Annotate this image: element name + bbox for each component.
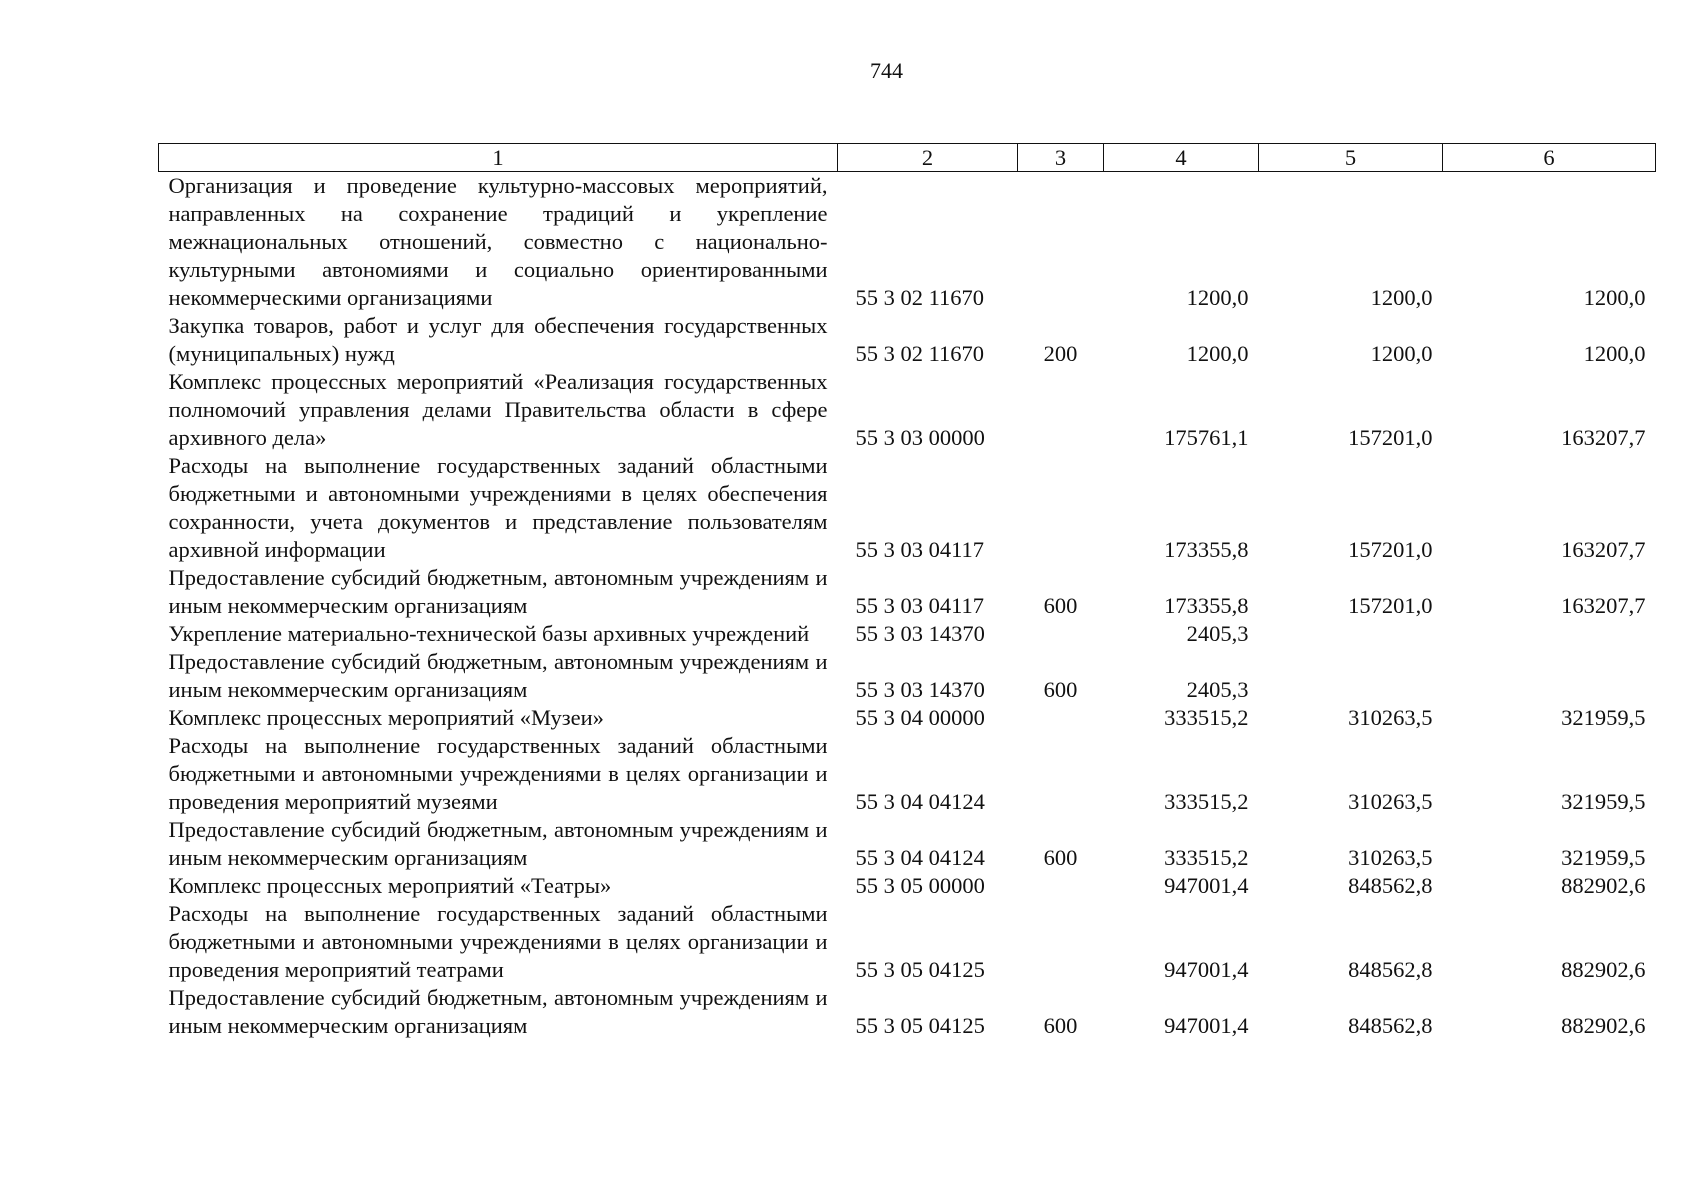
row-code: 55 3 03 04117 [855,593,985,618]
table-row [159,172,1656,313]
header-row [159,144,1656,172]
row-code: 55 3 03 04117 [855,537,985,562]
row-name: Расходы на выполнение государственных заданий областными бюджетными и автономными учреждениями в целях организации и проведения мероприятий театрами [168,901,828,982]
table-row [159,648,1656,704]
row-value-5 [1259,620,1443,648]
row-value-4: 947001,4 [1164,873,1249,898]
row-code: 55 3 04 00000 [855,705,985,730]
row-type [1018,900,1104,984]
row-code: 55 3 03 14370 [855,621,985,646]
table-row [159,704,1656,732]
row-value-4: 947001,4 [1164,1013,1249,1038]
column-header: 4 [1104,144,1259,172]
row-value-5: 157201,0 [1348,425,1433,450]
row-name: Комплекс процессных мероприятий «Театры» [168,873,612,898]
row-code: 55 3 05 04125 [855,957,985,982]
row-value-6: 882902,6 [1561,1013,1646,1038]
row-value-4: 333515,2 [1164,789,1249,814]
table-row [159,312,1656,368]
row-value-6 [1443,648,1656,704]
row-value-4: 173355,8 [1164,537,1249,562]
table-row [159,816,1656,872]
row-type: 600 [1043,1013,1078,1038]
row-name: Расходы на выполнение государственных заданий областными бюджетными и автономными учреждениями в целях обеспечения сохранности, учета документов и представление пользователям архивной информации [168,453,828,562]
table-row [159,564,1656,620]
row-code: 55 3 02 11670 [855,341,985,366]
table-row [159,984,1656,1040]
row-value-5: 157201,0 [1348,537,1433,562]
row-value-6: 321959,5 [1561,705,1646,730]
row-code: 55 3 04 04124 [855,845,985,870]
table-row [159,872,1656,900]
row-type: 600 [1043,677,1078,702]
row-type [1018,172,1104,313]
row-value-6: 882902,6 [1561,873,1646,898]
row-name: Предоставление субсидий бюджетным, автономным учреждениям и иным некоммерческим организациям [168,985,828,1038]
row-value-6: 321959,5 [1561,845,1646,870]
table-row [159,620,1656,648]
row-value-6: 1200,0 [1583,285,1646,310]
row-name: Предоставление субсидий бюджетным, автономным учреждениям и иным некоммерческим организациям [168,649,828,702]
row-type: 600 [1043,593,1078,618]
row-type [1018,704,1104,732]
row-value-6: 1200,0 [1583,341,1646,366]
row-name: Закупка товаров, работ и услуг для обеспечения государственных (муниципальных) нужд [168,313,828,366]
row-type [1018,368,1104,452]
table-row [159,900,1656,984]
row-name: Предоставление субсидий бюджетным, автономным учреждениям и иным некоммерческим организациям [168,817,828,870]
row-value-4: 947001,4 [1164,957,1249,982]
column-header: 5 [1259,144,1443,172]
row-value-4: 1200,0 [1186,285,1249,310]
row-value-4: 2405,3 [1186,621,1249,646]
page-number: 744 [870,58,903,83]
row-value-4: 175761,1 [1164,425,1249,450]
row-value-5: 1200,0 [1370,341,1433,366]
row-name: Укрепление материально-технической базы архивных учреждений [168,621,810,646]
row-code: 55 3 05 04125 [855,1013,985,1038]
row-code: 55 3 02 11670 [855,285,985,310]
row-name: Расходы на выполнение государственных заданий областными бюджетными и автономными учреждениями в целях организации и проведения мероприятий музеями [168,733,828,814]
row-name: Комплекс процессных мероприятий «Музеи» [168,705,604,730]
table-row [159,368,1656,452]
table-body [159,172,1656,1041]
row-type [1018,732,1104,816]
row-type [1018,620,1104,648]
row-value-4: 173355,8 [1164,593,1249,618]
column-header: 3 [1018,144,1104,172]
row-value-6: 882902,6 [1561,957,1646,982]
row-value-6: 321959,5 [1561,789,1646,814]
row-value-6: 163207,7 [1561,593,1646,618]
row-value-5: 848562,8 [1348,873,1433,898]
row-value-5 [1259,648,1443,704]
row-value-5: 310263,5 [1348,789,1433,814]
row-value-4: 333515,2 [1164,705,1249,730]
row-value-5: 848562,8 [1348,1013,1433,1038]
row-value-5: 310263,5 [1348,705,1433,730]
row-value-4: 2405,3 [1186,677,1249,702]
row-type [1018,872,1104,900]
row-name: Комплекс процессных мероприятий «Реализация государственных полномочий управления делами Правительства области в сфере архивного дела» [168,369,828,450]
row-type: 200 [1043,341,1078,366]
row-code: 55 3 03 14370 [855,677,985,702]
row-code: 55 3 04 04124 [855,789,985,814]
row-value-5: 157201,0 [1348,593,1433,618]
row-value-6: 163207,7 [1561,425,1646,450]
row-value-5: 848562,8 [1348,957,1433,982]
row-type: 600 [1043,845,1078,870]
row-value-6 [1443,620,1656,648]
column-header: 1 [159,144,838,172]
table-row [159,452,1656,564]
row-name: Предоставление субсидий бюджетным, автономным учреждениям и иным некоммерческим организациям [168,565,828,618]
column-header: 2 [838,144,1018,172]
column-header: 6 [1443,144,1656,172]
row-value-5: 310263,5 [1348,845,1433,870]
row-type [1018,452,1104,564]
table-row [159,732,1656,816]
row-code: 55 3 05 00000 [855,873,985,898]
row-value-4: 1200,0 [1186,341,1249,366]
row-code: 55 3 03 00000 [855,425,985,450]
row-value-4: 333515,2 [1164,845,1249,870]
row-name: Организация и проведение культурно-массовых мероприятий, направленных на сохранение традиций и укрепление межнациональных отношений, совместно с национально-культурными автономиями и социально ориентированными некоммерческими организациями [168,173,828,310]
row-value-6: 163207,7 [1561,537,1646,562]
row-value-5: 1200,0 [1370,285,1433,310]
budget-table [158,143,1656,1040]
